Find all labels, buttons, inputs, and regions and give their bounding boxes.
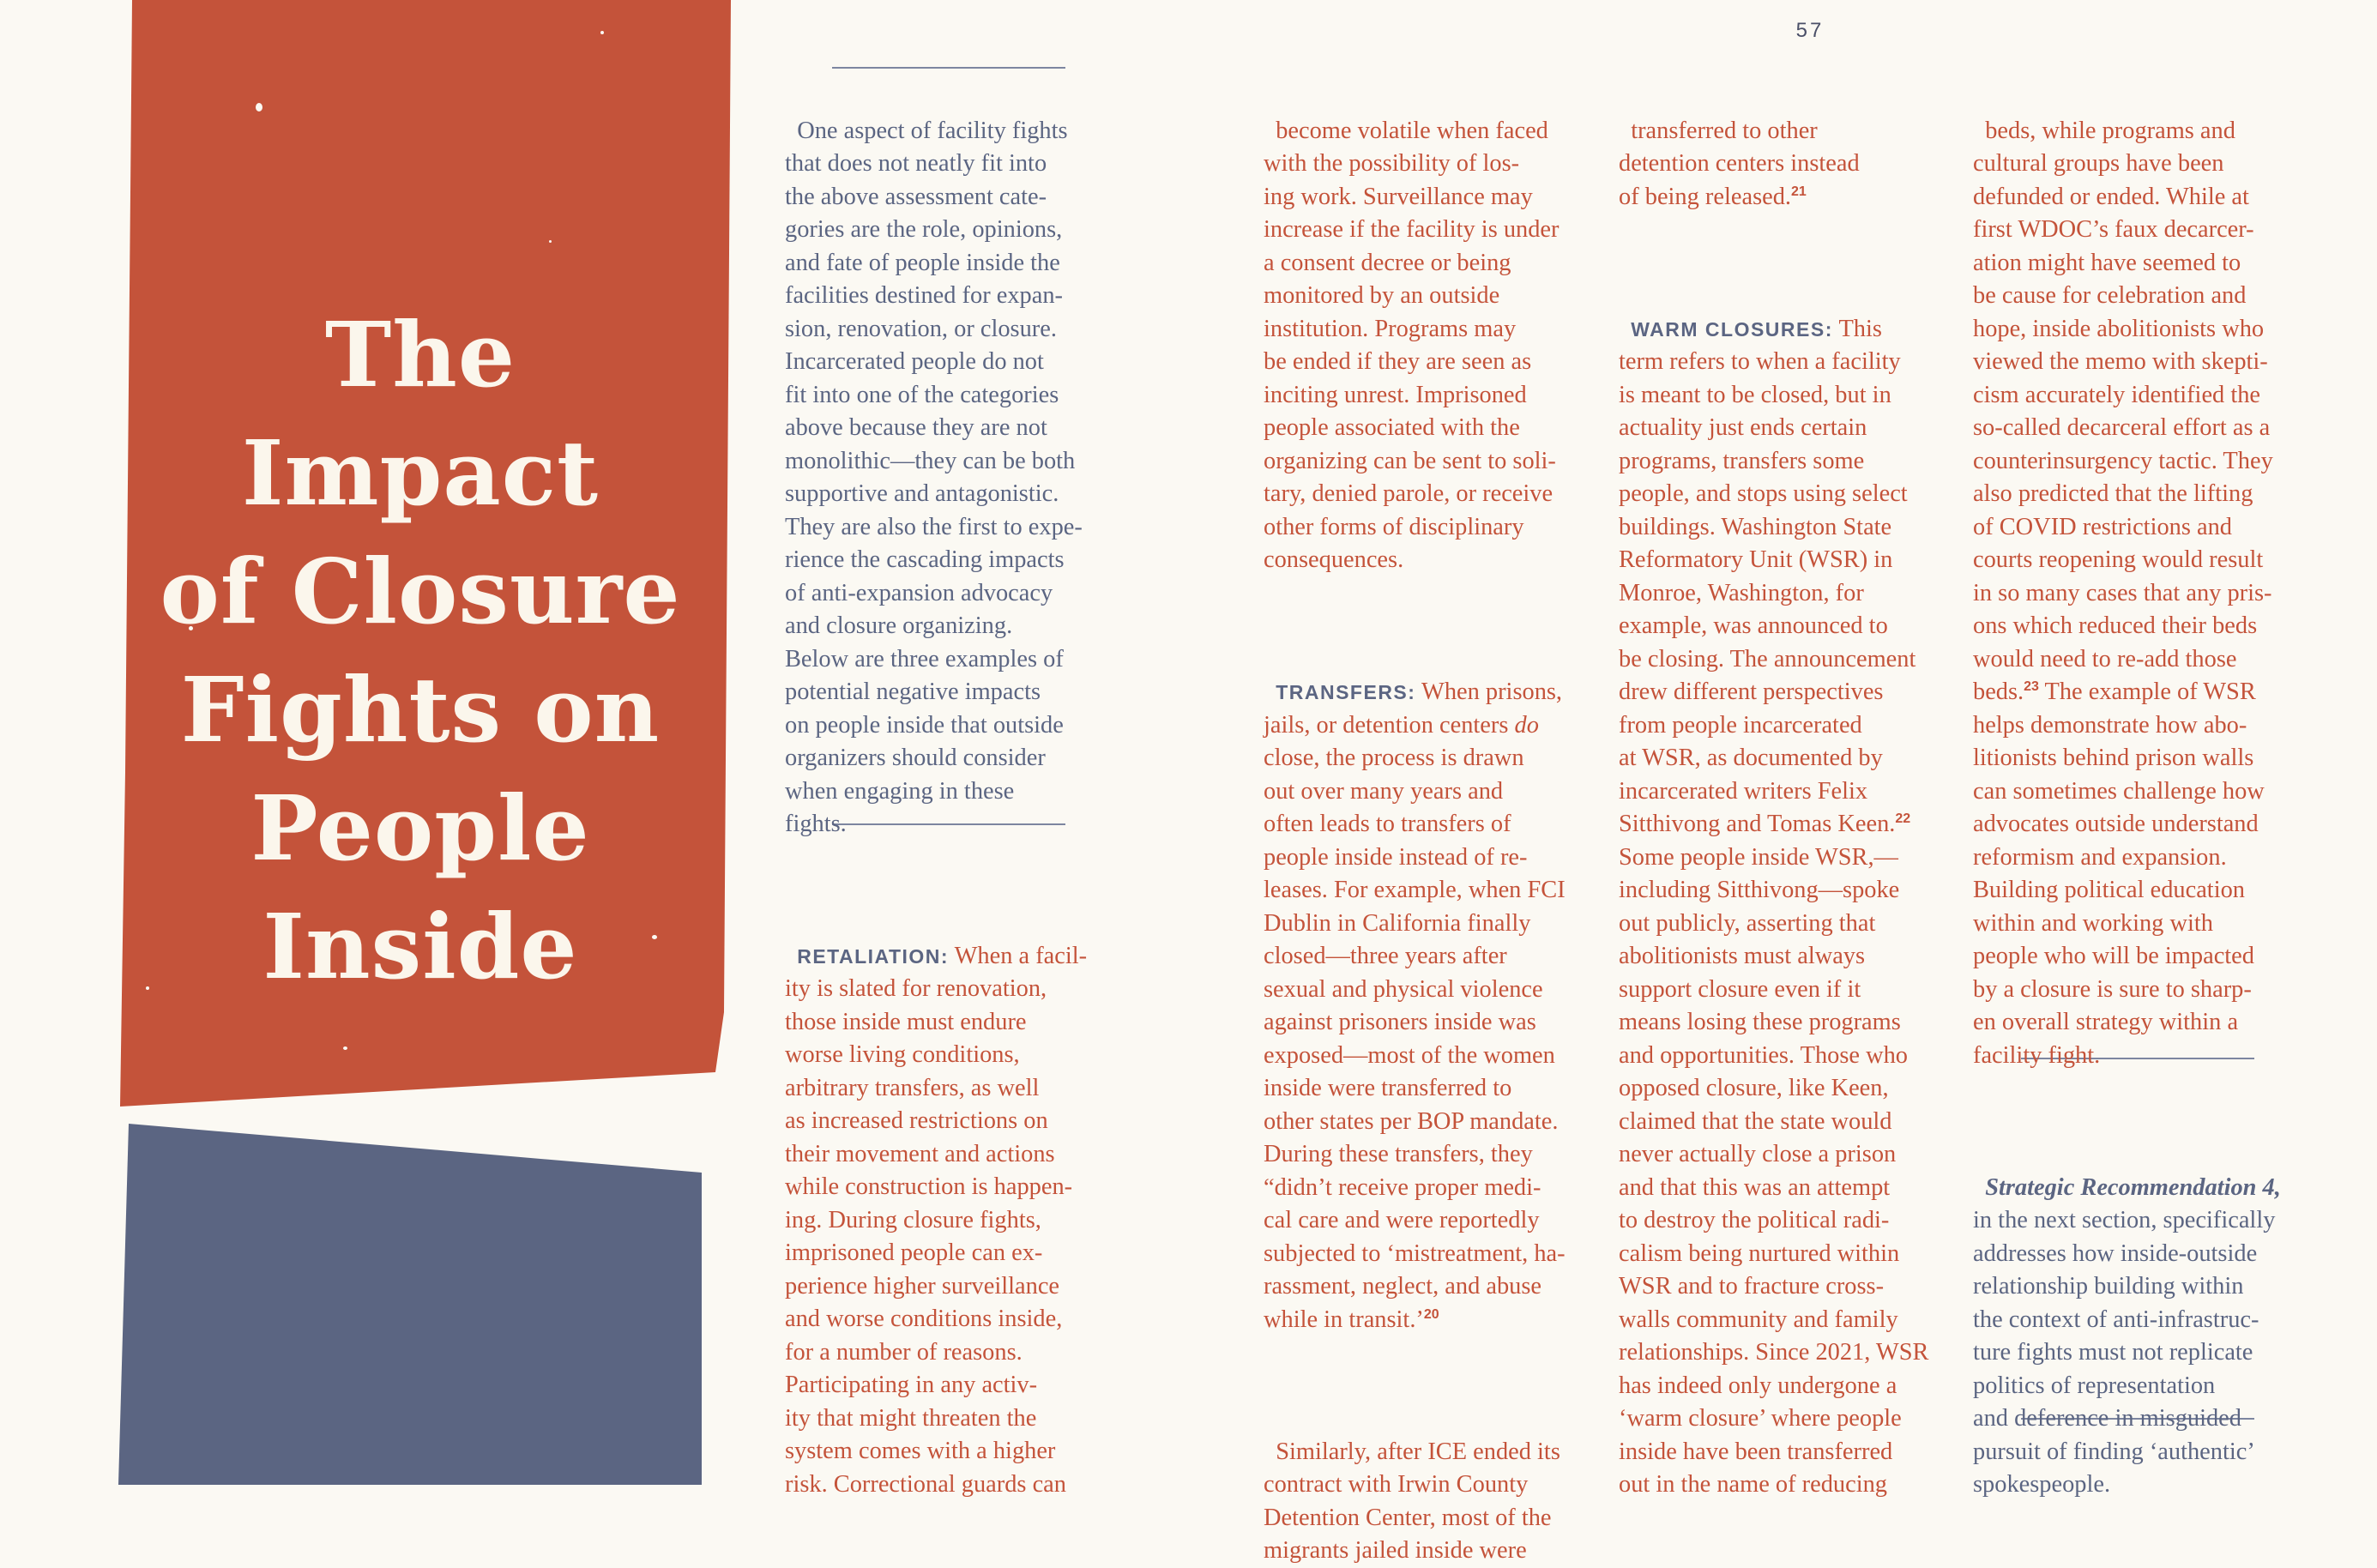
texture-speck [343,1046,347,1050]
title-line: Inside [262,894,578,999]
footnote-ref: 22 [1895,811,1911,826]
texture-speck [600,31,604,34]
retaliation-label: RETALIATION: [797,944,950,968]
footnote-ref: 21 [1791,184,1807,199]
text-column-1 [785,81,1087,1501]
paragraph: beds, while programs and cultural groups have been defunded or ended. While at first WDOC’s faux decarcer- ation might have seemed to be cause for celebration and hope, inside abolitionists who viewed the memo with skepti- cism accurately identified the so-called decarceral effort as a counterinsurgency tactic. They also predicted that the lifting of COVID restrictions and courts reopening would result in so many cases that any pris- ons which reduced their beds would need to re-add those beds. [1973,117,2273,705]
paragraph: Similarly, after ICE ended its contract with Irwin County Detention Center, most of the migrants jailed inside were [1264,1438,1560,1564]
emphasis: do [1514,711,1539,739]
title-line: Fights on [180,657,661,763]
texture-speck [549,240,552,243]
paragraph: close, the process is drawn out over many years and often leads to transfers of people inside instead of re- leases. For example, when FCI Dublin in California finally closed—three years after sexual and physical violence against prisoners inside was exposed—most of the women inside were transferred to other states per BOP mandate. During these transfers, they “didn’t receive proper medi- cal care and were reportedly subjected to ‘mistreatment, ha- rassment, neglect, and abuse while in transit.’ [1264,745,1566,1333]
warm-closures-label: WARM CLOSURES: [1631,317,1833,341]
text-column-2 [1264,81,1566,1568]
text-column-3 [1619,81,1928,1502]
footnote-ref: 20 [1423,1306,1439,1322]
decorative-panel-blue [118,1124,702,1485]
recommendation-link: Strategic Recommendation 4, [1985,1173,2281,1201]
transfers-label: TRANSFERS: [1276,681,1416,703]
paragraph: The example of WSR helps demonstrate how abo- litionists behind prison walls can sometimes challenge how advocates outside understand reformism and expansion. Building political education within and working with people who will be impacted by a closure is sure to sharp- en overall strategy within a facility fight. [1973,678,2265,1069]
page-number: 57 [1795,19,1825,42]
page-title [120,296,721,1006]
text-column-4 [1973,81,2281,1502]
retaliation-paragraph: When a facil- ity is slated for renovation, those inside must endure worse living conditions, arbitrary transfers, as well as increased restrictions on their movement and actions while construction is happen- ing. During closure fights, imprisoned people can ex- perience higher surveillance and worse conditions inside, for a number of reasons. Participating in any activ- ity that might threaten the system comes with a higher risk. Correctional guards can [785,942,1088,1498]
title-line: of Closure [160,539,681,644]
texture-speck [256,103,262,112]
paragraph: transferred to other detention centers instead of being released. [1619,117,1860,210]
title-line: The [324,302,516,407]
title-line: Impact [241,420,600,526]
title-line: People [250,775,590,881]
footnote-ref: 23 [2024,679,2039,694]
divider-rule [832,67,1065,69]
intro-paragraph: One aspect of facility fights that does not neatly fit into the above assessment cate- gories are the role, opinions, and fate of people inside the facilities destined for expan- sion, renovation, or closure. Incarcerated people do not fit into one of the categories above because they are not monolithic—they can be both supportive and antagonistic. They are also the first to expe- rience the cascading impacts of anti-expansion advocacy and closure organizing. Below are three examples of potential negative impacts on people inside that outside organizers should consider when engaging in these fights. [785,117,1083,837]
recommendation-paragraph: in the next section, specifically addresses how inside-outside relationship building within the context of anti-infrastruc- ture fights must not replicate politics of representation and deference in misguided pursuit of finding ‘authentic’ spokespeople. [1973,1207,2276,1498]
paragraph: become volatile when faced with the possibility of los- ing work. Surveillance may increase if the facility is under a consent decree or being monitored by an outside institution. Programs may be ended if they are seen as inciting unrest. Imprisoned people associated with the organizing can be sent to soli- tary, denied parole, or receive other forms of disciplinary consequences. [1264,117,1560,573]
paragraph: This term refers to when a facility is meant to be closed, but in actuality just ends certain programs, transfers some people, and stops using select buildings. Washington State Reformatory Unit (WSR) in Monroe, Washington, for example, was announced to be closing. The announcement drew different perspectives from people incarcerated at WSR, as documented by incarcerated writers Felix Sitthivong and Tomas Keen. [1619,315,1916,837]
paragraph: Some people inside WSR,— including Sitthivong—spoke out publicly, asserting that abolitionists must always support closure even if it means losing these programs and opportunities. Those who opposed closure, like Keen, claimed that the state would never actually close a prison and that this was an attempt to destroy the political radi- calism being nurtured within WSR and to fracture cross- walls community and family relationships. Since 2021, WSR has indeed only undergone a ‘warm closure’ where people inside have been transferred out in the name of reducing [1619,843,1929,1498]
paragraph: When prisons, jails, or detention centers [1264,678,1563,739]
